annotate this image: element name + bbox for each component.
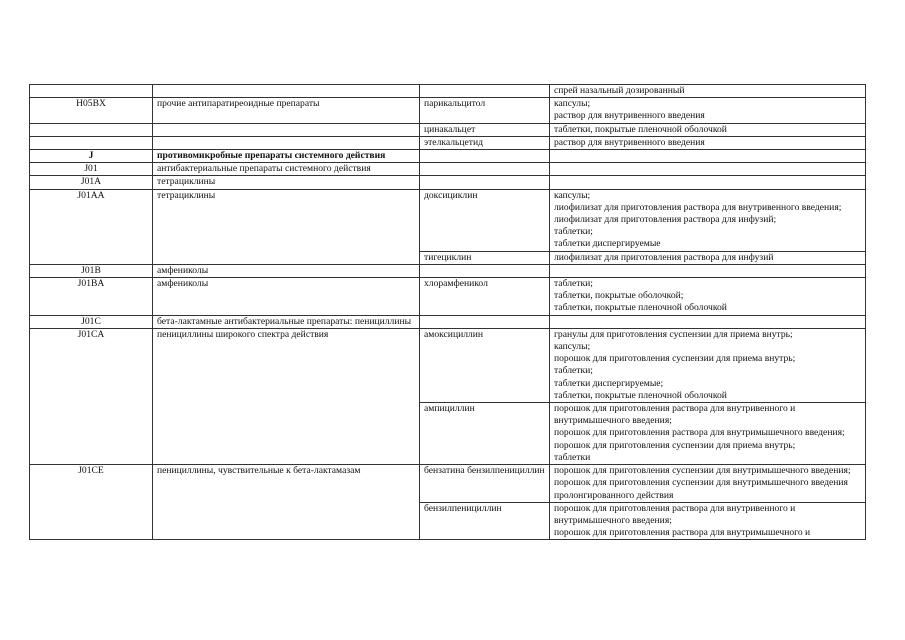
drug-name-cell: этелкальцетид	[420, 136, 550, 149]
table-row	[30, 163, 866, 176]
dosage-forms-cell	[550, 176, 866, 189]
atc-code-cell	[30, 85, 153, 98]
group-name-cell: амфениколы	[153, 278, 420, 316]
dosage-form-line: капсулы;	[554, 341, 591, 353]
dosage-form-line: капсулы;	[554, 189, 591, 201]
atc-code-cell: J01AA	[30, 189, 153, 264]
drug-name-cell: цинакальцет	[420, 123, 550, 136]
dosage-form-line: таблетки, покрытые пленочной оболочкой	[554, 302, 727, 314]
dosage-forms-cell	[550, 264, 866, 277]
group-name-cell: антибактериальные препараты системного действия	[153, 163, 420, 176]
drug-name-cell	[420, 264, 550, 277]
dosage-form-line: порошок для приготовления суспензии для приема внутрь;	[554, 353, 796, 365]
drug-name-cell: бензилпенициллин	[420, 502, 550, 540]
dosage-form-line: спрей назальный дозированный	[554, 85, 685, 96]
atc-code-cell	[30, 136, 153, 149]
dosage-forms-cell	[550, 163, 866, 176]
table-row	[30, 278, 866, 316]
dosage-forms-cell	[550, 189, 866, 251]
table-row	[30, 465, 866, 503]
atc-code-cell: J01	[30, 163, 153, 176]
table-row	[30, 123, 866, 136]
dosage-forms-cell	[550, 465, 866, 503]
dosage-form-line: лиофилизат для приготовления раствора для внутривенного введения;	[554, 201, 842, 213]
drug-name-cell: доксициклин	[420, 189, 550, 251]
group-name-cell	[153, 85, 420, 98]
dosage-form-line: лиофилизат для приготовления раствора для инфузий	[554, 251, 774, 263]
table-row	[30, 189, 866, 251]
dosage-form-line: порошок для приготовления раствора для внутривенного и внутримышечного введения;	[554, 403, 796, 427]
group-name-cell: амфениколы	[153, 264, 420, 277]
dosage-form-line: таблетки	[554, 451, 591, 463]
group-name-cell: тетрациклины	[153, 189, 420, 264]
drug-name-cell	[420, 315, 550, 328]
dosage-form-line: порошок для приготовления раствора для внутривенного и внутримышечного введения;	[554, 502, 796, 526]
table-row	[30, 176, 866, 189]
group-name-cell: пенициллины, чувствительные к бета-лактамазам	[153, 465, 420, 540]
dosage-form-line: таблетки;	[554, 278, 593, 290]
drug-name-cell	[420, 85, 550, 98]
dosage-form-line: таблетки, покрытые пленочной оболочкой	[554, 123, 727, 135]
dosage-forms-cell	[550, 251, 866, 264]
dosage-form-line: порошок для приготовления суспензии для внутримышечного введения пролонгированного действия	[554, 477, 848, 501]
dosage-forms-cell	[550, 278, 866, 316]
dosage-form-line: таблетки, покрытые пленочной оболочкой	[554, 389, 727, 401]
table-row	[30, 315, 866, 328]
group-name-cell	[153, 123, 420, 136]
drug-name-cell	[420, 176, 550, 189]
dosage-forms-cell	[550, 315, 866, 328]
dosage-form-line: порошок для приготовления раствора для внутримышечного и	[554, 527, 811, 539]
dosage-form-line: лиофилизат для приготовления раствора для инфузий;	[554, 214, 777, 226]
drug-name-cell: хлорамфеникол	[420, 278, 550, 316]
drug-name-cell: бензатина бензилпенициллин	[420, 465, 550, 503]
atc-code-cell	[30, 123, 153, 136]
drug-name-cell: парикальцитол	[420, 98, 550, 123]
group-name-cell	[153, 136, 420, 149]
atc-code-cell: J01A	[30, 176, 153, 189]
dosage-forms-cell	[550, 123, 866, 136]
dosage-form-line: порошок для приготовления суспензии для внутримышечного введения;	[554, 465, 851, 477]
table-row	[30, 85, 866, 98]
dosage-form-line: порошок для приготовления раствора для внутримышечного введения;	[554, 427, 845, 439]
dosage-form-line: таблетки;	[554, 226, 593, 238]
atc-code-cell: J01C	[30, 315, 153, 328]
table-row	[30, 150, 866, 163]
group-name-cell: тетрациклины	[153, 176, 420, 189]
dosage-forms-cell	[550, 85, 866, 98]
atc-code-cell: J01CA	[30, 328, 153, 464]
dosage-form-line: раствор для внутривенного введения	[554, 136, 705, 148]
table-row	[30, 264, 866, 277]
dosage-form-line: таблетки диспергируемые	[554, 238, 661, 250]
atc-code-cell: J01CE	[30, 465, 153, 540]
dosage-form-line: порошок для приготовления суспензии для приема внутрь;	[554, 439, 796, 451]
group-name-cell: бета-лактамные антибактериальные препараты: пенициллины	[153, 315, 420, 328]
group-name-cell: противомикробные препараты системного действия	[153, 150, 420, 163]
dosage-forms-cell	[550, 150, 866, 163]
dosage-forms-cell	[550, 502, 866, 540]
drug-name-cell: амоксициллин	[420, 328, 550, 402]
dosage-forms-cell	[550, 136, 866, 149]
dosage-form-line: капсулы;	[554, 98, 591, 110]
table-row	[30, 98, 866, 123]
dosage-form-line: таблетки диспергируемые;	[554, 377, 664, 389]
table-row	[30, 136, 866, 149]
dosage-form-line: гранулы для приготовления суспензии для приема внутрь;	[554, 328, 793, 340]
dosage-forms-cell	[550, 328, 866, 402]
dosage-form-line: таблетки, покрытые оболочкой;	[554, 290, 684, 302]
dosage-forms-cell	[550, 403, 866, 465]
atc-code-cell: J01BA	[30, 278, 153, 316]
group-name-cell: пенициллины широкого спектра действия	[153, 328, 420, 464]
dosage-form-line: раствор для внутривенного введения	[554, 110, 705, 122]
dosage-forms-cell	[550, 98, 866, 123]
table-row	[30, 328, 866, 402]
drug-name-cell	[420, 150, 550, 163]
atc-code-cell: H05BX	[30, 98, 153, 123]
drug-table-body	[30, 85, 866, 540]
atc-code-cell: J	[30, 150, 153, 163]
dosage-form-line: таблетки;	[554, 365, 593, 377]
group-name-cell: прочие антипаратиреоидные препараты	[153, 98, 420, 123]
drug-name-cell	[420, 163, 550, 176]
drug-table	[29, 84, 866, 540]
atc-code-cell: J01B	[30, 264, 153, 277]
drug-name-cell: тигециклин	[420, 251, 550, 264]
drug-name-cell: ампициллин	[420, 403, 550, 465]
